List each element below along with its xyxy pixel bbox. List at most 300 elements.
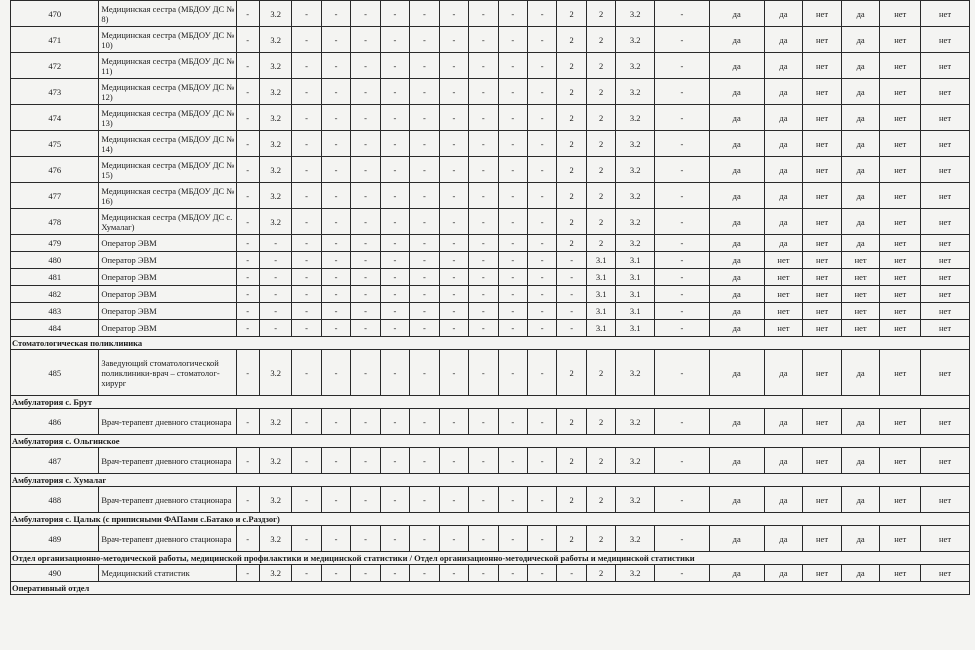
table-cell: нет	[880, 183, 921, 209]
table-cell: -	[236, 526, 259, 552]
table-cell: -	[654, 131, 709, 157]
table-cell: да	[841, 409, 880, 435]
table-cell: -	[321, 286, 350, 303]
table-cell: -	[654, 350, 709, 396]
table-cell: да	[841, 131, 880, 157]
table-cell: -	[410, 183, 439, 209]
table-cell: -	[321, 350, 350, 396]
table-cell: -	[321, 269, 350, 286]
table-cell: нет	[880, 53, 921, 79]
table-cell: -	[654, 286, 709, 303]
position-name: Врач-терапевт дневного стационара	[99, 526, 236, 552]
table-cell: 3.2	[259, 53, 292, 79]
table-row	[11, 487, 970, 513]
row-number: 478	[11, 209, 99, 235]
table-cell: -	[557, 565, 586, 582]
table-cell: -	[469, 183, 498, 209]
table-cell: -	[439, 409, 468, 435]
table-cell: нет	[803, 27, 842, 53]
table-cell: нет	[921, 131, 970, 157]
table-cell: 3.2	[259, 105, 292, 131]
table-cell: -	[321, 209, 350, 235]
table-cell: -	[321, 320, 350, 337]
table-cell: 3.2	[259, 350, 292, 396]
table-cell: нет	[880, 27, 921, 53]
table-cell: -	[528, 409, 557, 435]
table-cell: 3.2	[259, 183, 292, 209]
table-cell: -	[469, 320, 498, 337]
table-cell: нет	[921, 320, 970, 337]
table-cell: -	[410, 252, 439, 269]
table-cell: -	[469, 526, 498, 552]
table-cell: 2	[586, 105, 615, 131]
table-cell: -	[236, 303, 259, 320]
table-cell: да	[841, 53, 880, 79]
table-cell: да	[841, 565, 880, 582]
table-cell: 3.2	[616, 487, 655, 513]
table-cell: 2	[557, 183, 586, 209]
table-cell: -	[528, 183, 557, 209]
table-cell: -	[321, 1, 350, 27]
table-cell: да	[764, 53, 803, 79]
table-cell: нет	[803, 303, 842, 320]
table-cell: -	[410, 157, 439, 183]
table-cell: нет	[880, 448, 921, 474]
table-cell: нет	[880, 157, 921, 183]
table-cell: нет	[921, 286, 970, 303]
table-cell: да	[709, 183, 764, 209]
table-cell: нет	[841, 269, 880, 286]
table-cell: да	[709, 303, 764, 320]
position-name: Медицинская сестра (МБДОУ ДС № 14)	[99, 131, 236, 157]
table-row	[11, 157, 970, 183]
table-cell: -	[380, 252, 409, 269]
table-cell: -	[351, 565, 380, 582]
table-cell: нет	[803, 105, 842, 131]
table-row	[11, 235, 970, 252]
table-cell: -	[292, 526, 321, 552]
section-row	[11, 435, 970, 448]
document-page	[10, 0, 970, 622]
table-cell: -	[528, 303, 557, 320]
table-cell: -	[654, 526, 709, 552]
table-cell: -	[557, 303, 586, 320]
table-cell: -	[236, 252, 259, 269]
table-cell: -	[469, 303, 498, 320]
table-cell: -	[439, 183, 468, 209]
table-cell: -	[439, 131, 468, 157]
table-cell: 2	[557, 27, 586, 53]
table-cell: 3.2	[616, 526, 655, 552]
table-cell: да	[709, 526, 764, 552]
table-cell: -	[321, 131, 350, 157]
table-cell: -	[321, 53, 350, 79]
table-cell: 2	[586, 350, 615, 396]
table-row	[11, 565, 970, 582]
table-cell: -	[469, 1, 498, 27]
table-cell: -	[498, 286, 527, 303]
table-cell: -	[321, 79, 350, 105]
section-title: Амбулатория с. Брут	[11, 396, 970, 409]
table-cell: да	[709, 269, 764, 286]
table-cell: 2	[557, 157, 586, 183]
table-cell: -	[351, 183, 380, 209]
table-cell: -	[410, 105, 439, 131]
table-cell: -	[236, 131, 259, 157]
table-cell: -	[259, 320, 292, 337]
table-cell: нет	[803, 526, 842, 552]
table-cell: -	[236, 1, 259, 27]
table-cell: -	[236, 27, 259, 53]
table-cell: -	[439, 526, 468, 552]
table-cell: -	[654, 252, 709, 269]
table-cell: -	[351, 27, 380, 53]
table-cell: -	[498, 320, 527, 337]
table-cell: -	[410, 320, 439, 337]
table-cell: нет	[803, 409, 842, 435]
table-cell: -	[292, 209, 321, 235]
table-row	[11, 252, 970, 269]
table-cell: -	[321, 27, 350, 53]
table-cell: да	[841, 79, 880, 105]
row-number: 483	[11, 303, 99, 320]
table-cell: нет	[921, 350, 970, 396]
table-cell: 2	[557, 209, 586, 235]
table-cell: -	[351, 209, 380, 235]
table-cell: 2	[557, 235, 586, 252]
table-cell: нет	[921, 303, 970, 320]
table-cell: нет	[803, 565, 842, 582]
table-cell: да	[709, 252, 764, 269]
table-cell: 3.2	[616, 79, 655, 105]
table-cell: -	[528, 252, 557, 269]
table-cell: 2	[557, 105, 586, 131]
table-cell: да	[764, 235, 803, 252]
table-cell: -	[292, 183, 321, 209]
table-cell: нет	[764, 286, 803, 303]
table-cell: -	[498, 131, 527, 157]
table-cell: 2	[586, 1, 615, 27]
table-cell: -	[292, 53, 321, 79]
table-cell: да	[764, 526, 803, 552]
table-cell: -	[236, 565, 259, 582]
table-cell: нет	[803, 252, 842, 269]
table-cell: -	[654, 53, 709, 79]
table-cell: -	[380, 565, 409, 582]
table-cell: -	[469, 409, 498, 435]
table-cell: -	[528, 27, 557, 53]
table-cell: -	[498, 235, 527, 252]
table-cell: -	[469, 27, 498, 53]
table-cell: да	[841, 183, 880, 209]
table-cell: -	[410, 1, 439, 27]
table-cell: -	[557, 269, 586, 286]
table-cell: -	[236, 409, 259, 435]
section-title: Амбулатория с. Ольгинское	[11, 435, 970, 448]
section-row	[11, 582, 970, 595]
table-cell: 3.2	[259, 27, 292, 53]
table-cell: 3.1	[616, 252, 655, 269]
table-cell: -	[321, 303, 350, 320]
table-row	[11, 1, 970, 27]
table-cell: да	[764, 131, 803, 157]
section-row	[11, 513, 970, 526]
table-cell: да	[764, 79, 803, 105]
table-cell: -	[321, 105, 350, 131]
table-cell: -	[654, 1, 709, 27]
table-cell: да	[764, 209, 803, 235]
table-cell: 3.2	[616, 157, 655, 183]
table-cell: нет	[880, 1, 921, 27]
position-name: Оператор ЭВМ	[99, 286, 236, 303]
table-cell: нет	[921, 79, 970, 105]
row-number: 487	[11, 448, 99, 474]
table-cell: -	[469, 105, 498, 131]
table-cell: -	[498, 526, 527, 552]
table-cell: -	[410, 286, 439, 303]
row-number: 490	[11, 565, 99, 582]
table-cell: -	[380, 320, 409, 337]
table-cell: нет	[803, 53, 842, 79]
table-cell: -	[351, 1, 380, 27]
table-cell: нет	[921, 1, 970, 27]
table-cell: 2	[586, 53, 615, 79]
table-cell: нет	[803, 269, 842, 286]
table-cell: да	[841, 448, 880, 474]
table-cell: -	[528, 350, 557, 396]
table-cell: -	[380, 303, 409, 320]
table-cell: нет	[803, 131, 842, 157]
table-cell: -	[654, 565, 709, 582]
section-row	[11, 474, 970, 487]
position-name: Медицинская сестра (МБДОУ ДС № 13)	[99, 105, 236, 131]
section-row	[11, 337, 970, 350]
table-cell: 3.1	[586, 286, 615, 303]
table-cell: -	[654, 269, 709, 286]
table-cell: -	[259, 235, 292, 252]
table-cell: -	[528, 105, 557, 131]
section-title: Оперативный отдел	[11, 582, 970, 595]
table-cell: -	[439, 235, 468, 252]
table-cell: -	[380, 235, 409, 252]
table-cell: нет	[921, 157, 970, 183]
position-name: Оператор ЭВМ	[99, 320, 236, 337]
table-cell: нет	[921, 53, 970, 79]
table-cell: -	[292, 1, 321, 27]
table-cell: 2	[586, 131, 615, 157]
table-cell: нет	[841, 286, 880, 303]
position-name: Медицинская сестра (МБДОУ ДС № 12)	[99, 79, 236, 105]
table-cell: нет	[841, 252, 880, 269]
table-cell: нет	[764, 269, 803, 286]
table-cell: -	[236, 209, 259, 235]
table-cell: -	[528, 157, 557, 183]
table-cell: -	[292, 131, 321, 157]
table-cell: -	[236, 269, 259, 286]
row-number: 472	[11, 53, 99, 79]
table-cell: нет	[880, 269, 921, 286]
table-cell: 3.2	[616, 448, 655, 474]
table-cell: -	[528, 565, 557, 582]
table-cell: нет	[880, 235, 921, 252]
table-cell: нет	[803, 448, 842, 474]
table-cell: 2	[557, 350, 586, 396]
table-cell: -	[292, 350, 321, 396]
row-number: 484	[11, 320, 99, 337]
table-cell: да	[709, 27, 764, 53]
table-cell: -	[236, 487, 259, 513]
row-number: 488	[11, 487, 99, 513]
table-cell: да	[764, 183, 803, 209]
table-cell: -	[410, 303, 439, 320]
section-row	[11, 552, 970, 565]
table-cell: да	[841, 487, 880, 513]
table-cell: 2	[586, 183, 615, 209]
table-cell: да	[764, 448, 803, 474]
table-cell: нет	[921, 183, 970, 209]
table-cell: -	[498, 565, 527, 582]
table-cell: -	[528, 320, 557, 337]
table-cell: -	[351, 269, 380, 286]
position-name: Врач-терапевт дневного стационара	[99, 409, 236, 435]
table-cell: -	[469, 448, 498, 474]
table-cell: нет	[803, 157, 842, 183]
table-cell: нет	[880, 286, 921, 303]
table-cell: нет	[764, 252, 803, 269]
table-cell: -	[351, 526, 380, 552]
table-cell: 3.2	[616, 350, 655, 396]
table-cell: 3.1	[616, 320, 655, 337]
table-cell: -	[439, 252, 468, 269]
table-cell: нет	[803, 235, 842, 252]
table-cell: -	[351, 448, 380, 474]
table-cell: 3.2	[259, 209, 292, 235]
table-cell: -	[380, 286, 409, 303]
table-row	[11, 53, 970, 79]
table-cell: -	[259, 252, 292, 269]
table-cell: да	[764, 409, 803, 435]
table-cell: да	[709, 409, 764, 435]
table-cell: -	[528, 131, 557, 157]
table-cell: -	[292, 448, 321, 474]
table-cell: -	[557, 286, 586, 303]
table-cell: да	[709, 320, 764, 337]
table-cell: да	[709, 350, 764, 396]
table-cell: -	[292, 286, 321, 303]
table-cell: -	[654, 487, 709, 513]
position-name: Медицинская сестра (МБДОУ ДС № 10)	[99, 27, 236, 53]
table-cell: -	[498, 252, 527, 269]
table-cell: -	[321, 157, 350, 183]
table-cell: нет	[803, 1, 842, 27]
position-name: Оператор ЭВМ	[99, 252, 236, 269]
row-number: 486	[11, 409, 99, 435]
table-cell: -	[380, 53, 409, 79]
table-cell: да	[764, 157, 803, 183]
table-cell: 2	[586, 157, 615, 183]
table-cell: -	[380, 487, 409, 513]
section-title: Амбулатория с. Хумалаг	[11, 474, 970, 487]
table-cell: 3.2	[616, 27, 655, 53]
table-cell: нет	[880, 409, 921, 435]
table-cell: 3.2	[259, 157, 292, 183]
table-cell: 2	[557, 131, 586, 157]
table-cell: нет	[880, 350, 921, 396]
table-cell: нет	[880, 105, 921, 131]
table-cell: -	[498, 487, 527, 513]
table-cell: -	[528, 79, 557, 105]
table-cell: нет	[880, 320, 921, 337]
table-cell: -	[654, 157, 709, 183]
table-cell: -	[380, 183, 409, 209]
table-cell: 2	[586, 409, 615, 435]
table-cell: -	[498, 303, 527, 320]
table-cell: нет	[764, 320, 803, 337]
section-title: Амбулатория с. Цалык (с приписными ФАПами с.Батако и с.Раздзог)	[11, 513, 970, 526]
table-cell: нет	[841, 303, 880, 320]
table-cell: -	[351, 286, 380, 303]
table-cell: -	[654, 209, 709, 235]
table-cell: нет	[841, 320, 880, 337]
table-cell: нет	[921, 27, 970, 53]
table-cell: -	[410, 350, 439, 396]
table-cell: да	[764, 27, 803, 53]
table-row	[11, 27, 970, 53]
table-cell: -	[439, 565, 468, 582]
table-cell: -	[439, 320, 468, 337]
table-cell: -	[351, 252, 380, 269]
table-row	[11, 131, 970, 157]
position-name: Медицинская сестра (МБДОУ ДС № 8)	[99, 1, 236, 27]
row-number: 473	[11, 79, 99, 105]
table-cell: нет	[880, 526, 921, 552]
attestation-table	[10, 0, 970, 595]
table-cell: -	[236, 105, 259, 131]
table-cell: да	[764, 565, 803, 582]
table-cell: -	[498, 350, 527, 396]
table-cell: -	[351, 79, 380, 105]
table-cell: -	[380, 209, 409, 235]
table-cell: -	[654, 303, 709, 320]
table-cell: -	[439, 105, 468, 131]
table-cell: -	[321, 235, 350, 252]
table-cell: -	[380, 131, 409, 157]
table-cell: -	[259, 303, 292, 320]
table-cell: 3.2	[616, 105, 655, 131]
table-cell: -	[469, 157, 498, 183]
table-cell: 3.2	[616, 235, 655, 252]
table-cell: -	[528, 487, 557, 513]
table-cell: -	[439, 209, 468, 235]
table-cell: -	[380, 105, 409, 131]
table-row	[11, 350, 970, 396]
table-cell: -	[439, 79, 468, 105]
position-name: Оператор ЭВМ	[99, 269, 236, 286]
table-cell: да	[764, 487, 803, 513]
table-cell: -	[498, 448, 527, 474]
table-cell: 3.1	[586, 303, 615, 320]
table-cell: 3.2	[259, 131, 292, 157]
table-row	[11, 79, 970, 105]
table-cell: 2	[557, 448, 586, 474]
table-cell: да	[841, 105, 880, 131]
table-cell: -	[292, 303, 321, 320]
table-cell: -	[410, 131, 439, 157]
row-number: 489	[11, 526, 99, 552]
table-cell: -	[351, 350, 380, 396]
table-cell: нет	[921, 409, 970, 435]
table-cell: -	[380, 269, 409, 286]
